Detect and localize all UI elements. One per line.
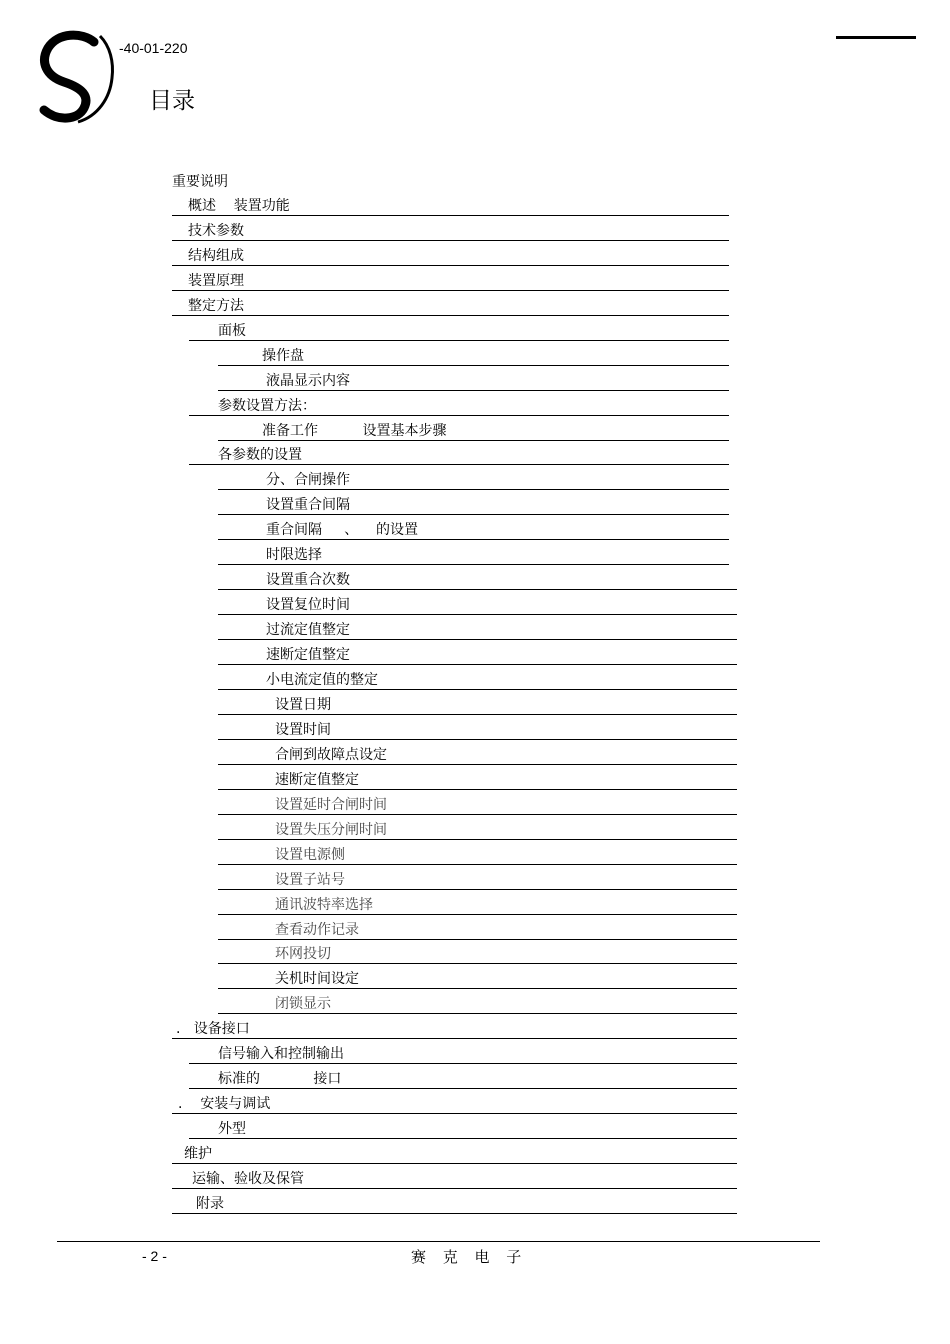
toc-entry[interactable] [218, 865, 737, 890]
toc-entry[interactable] [172, 1139, 737, 1164]
toc-entry[interactable] [218, 465, 729, 490]
toc-entry[interactable] [218, 341, 729, 366]
toc-entry[interactable] [218, 515, 729, 540]
toc-entry-label: 各参数的设置 [218, 447, 302, 464]
toc-entry-label: 合闸到故障点设定 [275, 746, 387, 763]
toc-entry[interactable] [189, 440, 729, 465]
toc-entry[interactable] [218, 939, 737, 964]
toc-entry-label: 液晶显示内容 [266, 372, 350, 389]
toc-entry-label: 参数设置方法： [218, 397, 316, 414]
toc-entry[interactable] [189, 1114, 737, 1139]
toc-entry[interactable] [218, 540, 729, 565]
toc-entry[interactable] [218, 890, 737, 915]
toc-entry[interactable] [189, 1039, 737, 1064]
toc-entry[interactable] [218, 565, 737, 590]
toc-entry[interactable] [218, 840, 737, 865]
toc-entry-label: 操作盘 [262, 347, 304, 364]
toc-entry[interactable] [218, 915, 737, 940]
toc-entry[interactable] [218, 416, 729, 441]
toc-entry[interactable] [172, 1014, 737, 1039]
toc-entry[interactable] [218, 815, 737, 840]
toc-entry-label: 环网投切 [275, 946, 331, 963]
toc-entry[interactable] [172, 1189, 737, 1214]
toc-entry-label: 速断定值整定 [266, 647, 350, 664]
toc-entry-label: 速断定值整定 [275, 771, 359, 788]
toc-entry[interactable] [172, 216, 729, 241]
toc-entry[interactable] [218, 790, 737, 815]
document-code: -40-01-220 [119, 40, 188, 56]
toc-entry-label: 小电流定值的整定 [266, 672, 378, 688]
toc-entry-label: 外型 [218, 1121, 246, 1138]
toc-entry[interactable] [189, 316, 729, 341]
toc-entry-label: 标准的 接口 [218, 1071, 342, 1088]
toc-entry[interactable] [218, 690, 737, 715]
toc-entry[interactable] [218, 640, 737, 665]
toc-entry-label: 过流定值整定 [266, 622, 350, 639]
toc-entry-label: 设置日期 [275, 696, 331, 713]
toc-entry-label: 设置电源侧 [275, 846, 345, 863]
toc-entry-label: 准备工作 设置基本步骤 [262, 422, 447, 439]
toc-entry[interactable] [218, 665, 737, 690]
toc-entry[interactable] [218, 615, 737, 640]
toc-entry-label: 运输、验收及保管 [192, 1171, 304, 1187]
toc-entry[interactable] [172, 166, 729, 191]
page-number: - 2 - [142, 1248, 167, 1264]
toc-entry-label: 结构组成 [188, 247, 244, 264]
toc-entry-label: 设置子站号 [275, 871, 345, 888]
toc-entry[interactable] [172, 191, 729, 216]
company-name: 赛 克 电 子 [411, 1248, 528, 1266]
toc-entry-label: 装置原理 [188, 272, 244, 289]
toc-entry-label: . 安装与调试 [178, 1096, 271, 1113]
toc-entry[interactable] [172, 266, 729, 291]
toc-entry-label: 概述 装置功能 [188, 197, 290, 214]
toc-entry[interactable] [218, 590, 737, 615]
toc-entry-label: 设置重合间隔 [266, 497, 350, 514]
toc-entry-label: 整定方法 [188, 297, 244, 314]
toc-entry[interactable] [172, 1089, 737, 1114]
toc-entry-label: 技术参数 [188, 222, 244, 239]
toc-entry[interactable] [172, 291, 729, 316]
toc-entry-label: 设置时间 [275, 721, 331, 738]
toc-entry-label: 重合间隔 、 的设置 [266, 522, 419, 539]
toc-entry[interactable] [172, 241, 729, 266]
toc-entry-label: 信号输入和控制输出 [218, 1046, 344, 1063]
toc-entry[interactable] [172, 1164, 737, 1189]
toc-entry[interactable] [218, 366, 729, 391]
toc-entry-label: . 设备接口 [176, 1021, 250, 1038]
toc-entry[interactable] [189, 1064, 737, 1089]
toc-entry-label: 面板 [218, 322, 246, 339]
toc-entry-label: 附录 [196, 1195, 224, 1212]
toc-entry-label: 设置复位时间 [266, 597, 350, 614]
toc-entry-label: 设置重合次数 [266, 572, 350, 589]
toc-entry-label: 闭锁显示 [275, 996, 331, 1013]
toc-entry-label: 分、合闸操作 [266, 472, 350, 489]
toc-entry-label: 查看动作记录 [275, 921, 359, 938]
toc-entry[interactable] [189, 391, 729, 416]
toc-entry[interactable] [218, 964, 737, 989]
page-title: 目录 [149, 88, 195, 114]
toc-entry-label: 设置失压分闸时间 [275, 821, 387, 838]
toc-entry[interactable] [218, 740, 737, 765]
toc-entry-label: 设置延时合闸时间 [275, 796, 387, 813]
toc-entry-label: 时限选择 [266, 547, 322, 564]
toc-entry-label: 维护 [184, 1146, 212, 1163]
toc-entry-label: 通讯波特率选择 [275, 896, 373, 913]
toc-entry[interactable] [218, 989, 737, 1014]
toc-entry[interactable] [218, 765, 737, 790]
footer-rule [57, 1241, 820, 1242]
toc-entry[interactable] [218, 715, 737, 740]
toc-entry-label: 重要说明 [172, 174, 228, 190]
toc-entry-label: 关机时间设定 [275, 971, 359, 988]
toc-entry[interactable] [218, 490, 729, 515]
